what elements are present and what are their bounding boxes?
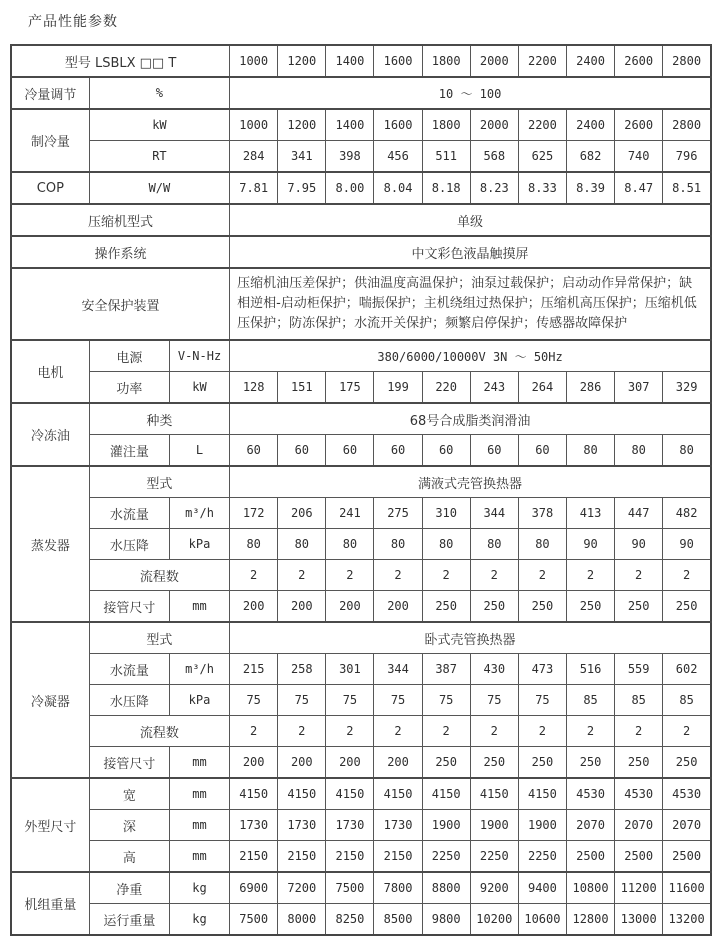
value-cell: 75 xyxy=(230,685,278,716)
value-cell: 413 xyxy=(566,498,614,529)
unit-cell: V-N-Hz xyxy=(169,340,229,372)
table-row xyxy=(11,716,711,747)
value-cell: 430 xyxy=(470,654,518,685)
value-cell: 8000 xyxy=(278,904,326,936)
value-cell: 250 xyxy=(615,747,663,779)
product-spec-table xyxy=(10,44,712,936)
value-cell: 13000 xyxy=(615,904,663,936)
row-label-cell: 外型尺寸 xyxy=(11,778,89,872)
value-cell: 60 xyxy=(518,435,566,467)
value-cell: 75 xyxy=(422,685,470,716)
value-cell: 250 xyxy=(470,591,518,623)
unit-cell: mm xyxy=(169,747,229,779)
value-cell: 1730 xyxy=(230,810,278,841)
value-cell: 1800 xyxy=(422,45,470,77)
value-cell: 380/6000/10000V 3N ～ 50Hz xyxy=(230,340,711,372)
value-cell: 516 xyxy=(566,654,614,685)
value-cell: 1730 xyxy=(278,810,326,841)
value-cell: 1400 xyxy=(326,109,374,141)
value-cell: 4530 xyxy=(663,778,711,810)
value-cell: 2150 xyxy=(278,841,326,873)
value-cell: 2600 xyxy=(615,45,663,77)
value-cell: 4150 xyxy=(518,778,566,810)
value-cell: 200 xyxy=(326,747,374,779)
value-cell: 8.04 xyxy=(374,172,422,204)
value-cell: 11200 xyxy=(615,872,663,904)
value-cell: 250 xyxy=(518,747,566,779)
value-cell: 482 xyxy=(663,498,711,529)
value-cell: 1900 xyxy=(470,810,518,841)
row-label-cell: 宽 xyxy=(89,778,169,810)
value-cell: 7.81 xyxy=(230,172,278,204)
value-cell: 7800 xyxy=(374,872,422,904)
value-cell: 4150 xyxy=(374,778,422,810)
value-cell: 2 xyxy=(566,560,614,591)
value-cell: 175 xyxy=(326,372,374,404)
value-cell: 80 xyxy=(518,529,566,560)
value-cell: 264 xyxy=(518,372,566,404)
value-cell: 275 xyxy=(374,498,422,529)
unit-cell: kPa xyxy=(169,685,229,716)
row-label-cell: COP xyxy=(11,172,89,204)
value-cell: 456 xyxy=(374,141,422,173)
value-cell: 215 xyxy=(230,654,278,685)
value-cell: 1800 xyxy=(422,109,470,141)
value-cell: 4150 xyxy=(230,778,278,810)
value-cell: 8.18 xyxy=(422,172,470,204)
value-cell: 2070 xyxy=(615,810,663,841)
value-cell: 8.51 xyxy=(663,172,711,204)
value-cell: 200 xyxy=(230,747,278,779)
value-cell: 250 xyxy=(615,591,663,623)
value-cell: 2 xyxy=(422,716,470,747)
value-cell: 6900 xyxy=(230,872,278,904)
table-row xyxy=(11,204,711,236)
value-cell: 2500 xyxy=(566,841,614,873)
value-cell: 568 xyxy=(470,141,518,173)
value-cell: 85 xyxy=(663,685,711,716)
value-cell: 1730 xyxy=(326,810,374,841)
unit-cell: mm xyxy=(169,778,229,810)
value-cell: 511 xyxy=(422,141,470,173)
row-label-cell: 冷量调节 xyxy=(11,77,89,109)
value-cell: 2 xyxy=(518,560,566,591)
table-row xyxy=(11,778,711,810)
value-cell: 75 xyxy=(470,685,518,716)
table-row xyxy=(11,841,711,873)
row-label-cell: 流程数 xyxy=(89,716,229,747)
protection-text-cell: 压缩机油压差保护；供油温度高温保护；油泵过载保护；启动动作异常保护；缺相逆相-启动柜保护；喘振保护；主机绕组过热保护；压缩机高压保护；压缩机低压保护；防冻保护；水流开关保护；频繁启停保护；传感器故障保护 xyxy=(230,268,711,340)
value-cell: 60 xyxy=(278,435,326,467)
value-cell: 1900 xyxy=(518,810,566,841)
row-label-cell: 操作系统 xyxy=(11,236,230,268)
value-cell: 1600 xyxy=(374,45,422,77)
value-cell: 602 xyxy=(663,654,711,685)
value-cell: 2070 xyxy=(663,810,711,841)
spec-table-body xyxy=(11,45,711,935)
unit-cell: m³/h xyxy=(169,654,229,685)
value-cell: 10600 xyxy=(518,904,566,936)
value-cell: 250 xyxy=(422,591,470,623)
value-cell: 9800 xyxy=(422,904,470,936)
value-cell: 2500 xyxy=(663,841,711,873)
page-title: 产品性能参数 xyxy=(28,14,118,30)
value-cell: 2150 xyxy=(230,841,278,873)
unit-cell: m³/h xyxy=(169,498,229,529)
table-row xyxy=(11,747,711,779)
value-cell: 75 xyxy=(278,685,326,716)
value-cell: 80 xyxy=(326,529,374,560)
value-cell: 7200 xyxy=(278,872,326,904)
value-cell: 10800 xyxy=(566,872,614,904)
table-row xyxy=(11,904,711,936)
value-cell: 4150 xyxy=(326,778,374,810)
row-label-cell: 机组重量 xyxy=(11,872,89,935)
value-cell: 4150 xyxy=(422,778,470,810)
value-cell: 75 xyxy=(518,685,566,716)
unit-cell: L xyxy=(169,435,229,467)
value-cell: 2 xyxy=(663,716,711,747)
value-cell: 60 xyxy=(422,435,470,467)
table-row xyxy=(11,372,711,404)
value-cell: 2 xyxy=(615,716,663,747)
table-row xyxy=(11,685,711,716)
merged-value-cell: 单级 xyxy=(230,204,711,236)
value-cell: 200 xyxy=(278,591,326,623)
value-cell: 90 xyxy=(566,529,614,560)
value-cell: 2 xyxy=(518,716,566,747)
value-cell: 206 xyxy=(278,498,326,529)
value-cell: 9200 xyxy=(470,872,518,904)
value-cell: 75 xyxy=(374,685,422,716)
table-row xyxy=(11,268,711,340)
row-label-cell: 安全保护装置 xyxy=(11,268,230,340)
value-cell: 10200 xyxy=(470,904,518,936)
row-label-cell: 高 xyxy=(89,841,169,873)
row-label-cell: 净重 xyxy=(89,872,169,904)
value-cell: 241 xyxy=(326,498,374,529)
value-cell: 2500 xyxy=(615,841,663,873)
value-cell: 7500 xyxy=(230,904,278,936)
row-label-cell: 冷凝器 xyxy=(11,622,89,778)
value-cell: 75 xyxy=(326,685,374,716)
value-cell: 250 xyxy=(518,591,566,623)
unit-cell: W/W xyxy=(89,172,229,204)
row-label-cell: 流程数 xyxy=(89,560,229,591)
value-cell: 2 xyxy=(470,716,518,747)
row-label-cell: 水流量 xyxy=(89,654,169,685)
value-cell: 1200 xyxy=(278,45,326,77)
value-cell: 4150 xyxy=(470,778,518,810)
value-cell: 2150 xyxy=(374,841,422,873)
row-label-cell: 电源 xyxy=(89,340,169,372)
merged-value-cell: 中文彩色液晶触摸屏 xyxy=(230,236,711,268)
value-cell: 200 xyxy=(374,747,422,779)
value-cell: 2 xyxy=(422,560,470,591)
value-cell: 2 xyxy=(470,560,518,591)
value-cell: 258 xyxy=(278,654,326,685)
value-cell: 2000 xyxy=(470,45,518,77)
table-row xyxy=(11,654,711,685)
table-row xyxy=(11,236,711,268)
value-cell: 1000 xyxy=(230,45,278,77)
value-cell: 7.95 xyxy=(278,172,326,204)
row-label-cell: 冷冻油 xyxy=(11,403,89,466)
value-cell: 2250 xyxy=(470,841,518,873)
row-label-cell: 水压降 xyxy=(89,685,169,716)
value-cell: 473 xyxy=(518,654,566,685)
value-cell: 2 xyxy=(663,560,711,591)
value-cell: 13200 xyxy=(663,904,711,936)
value-cell: 625 xyxy=(518,141,566,173)
table-row xyxy=(11,45,711,77)
value-cell: 199 xyxy=(374,372,422,404)
value-cell: 4530 xyxy=(566,778,614,810)
row-label-cell: 蒸发器 xyxy=(11,466,89,622)
table-row xyxy=(11,141,711,173)
value-cell: 2 xyxy=(230,560,278,591)
value-cell: 2800 xyxy=(663,45,711,77)
row-label-cell: 接管尺寸 xyxy=(89,591,169,623)
value-cell: 172 xyxy=(230,498,278,529)
table-row xyxy=(11,403,711,435)
row-label-cell: 运行重量 xyxy=(89,904,169,936)
row-label-cell: 灌注量 xyxy=(89,435,169,467)
value-cell: 2400 xyxy=(566,45,614,77)
value-cell: 8.00 xyxy=(326,172,374,204)
value-cell: 2 xyxy=(374,716,422,747)
unit-cell: kg xyxy=(169,872,229,904)
value-cell: 2 xyxy=(326,560,374,591)
value-cell: 250 xyxy=(422,747,470,779)
merged-value-cell: 卧式壳管换热器 xyxy=(230,622,711,654)
row-label-cell: 接管尺寸 xyxy=(89,747,169,779)
table-row xyxy=(11,560,711,591)
value-cell: 2070 xyxy=(566,810,614,841)
value-cell: 1600 xyxy=(374,109,422,141)
value-cell: 2 xyxy=(278,716,326,747)
value-cell: 90 xyxy=(663,529,711,560)
value-cell: 4530 xyxy=(615,778,663,810)
value-cell: 2 xyxy=(374,560,422,591)
row-label-cell: 种类 xyxy=(89,403,229,435)
unit-cell: mm xyxy=(169,841,229,873)
value-cell: 1900 xyxy=(422,810,470,841)
value-cell: 11600 xyxy=(663,872,711,904)
value-cell: 2600 xyxy=(615,109,663,141)
value-cell: 2 xyxy=(615,560,663,591)
value-cell: 243 xyxy=(470,372,518,404)
value-cell: 2 xyxy=(566,716,614,747)
table-row xyxy=(11,435,711,467)
value-cell: 2200 xyxy=(518,109,566,141)
table-row xyxy=(11,172,711,204)
value-cell: 447 xyxy=(615,498,663,529)
row-label-cell: 型式 xyxy=(89,622,229,654)
value-cell: 200 xyxy=(326,591,374,623)
table-row xyxy=(11,622,711,654)
value-cell: 250 xyxy=(566,591,614,623)
table-row xyxy=(11,591,711,623)
value-cell: 2000 xyxy=(470,109,518,141)
value-cell: 8.39 xyxy=(566,172,614,204)
value-cell: 80 xyxy=(470,529,518,560)
row-label-cell: 水流量 xyxy=(89,498,169,529)
value-cell: 1400 xyxy=(326,45,374,77)
value-cell: 250 xyxy=(663,591,711,623)
unit-cell: kg xyxy=(169,904,229,936)
value-cell: 301 xyxy=(326,654,374,685)
value-cell: 1200 xyxy=(278,109,326,141)
unit-cell: mm xyxy=(169,810,229,841)
value-cell: 7500 xyxy=(326,872,374,904)
value-cell: 8.33 xyxy=(518,172,566,204)
value-cell: 80 xyxy=(278,529,326,560)
value-cell: 2 xyxy=(278,560,326,591)
value-cell: 85 xyxy=(566,685,614,716)
unit-cell: mm xyxy=(169,591,229,623)
value-cell: 200 xyxy=(230,591,278,623)
row-label-cell: 压缩机型式 xyxy=(11,204,230,236)
value-cell: 10 ～ 100 xyxy=(230,77,711,109)
row-label-cell: 深 xyxy=(89,810,169,841)
merged-value-cell: 68号合成脂类润滑油 xyxy=(230,403,711,435)
value-cell: 1730 xyxy=(374,810,422,841)
table-row xyxy=(11,77,711,109)
value-cell: 8500 xyxy=(374,904,422,936)
value-cell: 682 xyxy=(566,141,614,173)
value-cell: 398 xyxy=(326,141,374,173)
unit-cell: kW xyxy=(169,372,229,404)
value-cell: 60 xyxy=(230,435,278,467)
value-cell: 90 xyxy=(615,529,663,560)
value-cell: 344 xyxy=(470,498,518,529)
value-cell: 307 xyxy=(615,372,663,404)
value-cell: 250 xyxy=(663,747,711,779)
value-cell: 80 xyxy=(663,435,711,467)
value-cell: 80 xyxy=(615,435,663,467)
value-cell: 80 xyxy=(422,529,470,560)
table-row xyxy=(11,872,711,904)
value-cell: 387 xyxy=(422,654,470,685)
value-cell: 60 xyxy=(374,435,422,467)
unit-cell: % xyxy=(89,77,229,109)
value-cell: 128 xyxy=(230,372,278,404)
value-cell: 2200 xyxy=(518,45,566,77)
value-cell: 9400 xyxy=(518,872,566,904)
value-cell: 2250 xyxy=(422,841,470,873)
value-cell: 60 xyxy=(326,435,374,467)
value-cell: 85 xyxy=(615,685,663,716)
value-cell: 2 xyxy=(326,716,374,747)
table-row xyxy=(11,466,711,498)
value-cell: 60 xyxy=(470,435,518,467)
table-row xyxy=(11,498,711,529)
value-cell: 284 xyxy=(230,141,278,173)
value-cell: 151 xyxy=(278,372,326,404)
value-cell: 2 xyxy=(230,716,278,747)
value-cell: 12800 xyxy=(566,904,614,936)
value-cell: 8250 xyxy=(326,904,374,936)
value-cell: 8.23 xyxy=(470,172,518,204)
value-cell: 740 xyxy=(615,141,663,173)
value-cell: 286 xyxy=(566,372,614,404)
value-cell: 80 xyxy=(374,529,422,560)
value-cell: 8.47 xyxy=(615,172,663,204)
value-cell: 2250 xyxy=(518,841,566,873)
unit-cell: RT xyxy=(89,141,229,173)
value-cell: 1000 xyxy=(230,109,278,141)
table-row xyxy=(11,529,711,560)
value-cell: 8800 xyxy=(422,872,470,904)
value-cell: 200 xyxy=(278,747,326,779)
value-cell: 250 xyxy=(566,747,614,779)
row-label-cell: 型式 xyxy=(89,466,229,498)
value-cell: 2800 xyxy=(663,109,711,141)
value-cell: 80 xyxy=(566,435,614,467)
table-row xyxy=(11,810,711,841)
row-label-cell: 水压降 xyxy=(89,529,169,560)
table-row xyxy=(11,340,711,372)
value-cell: 329 xyxy=(663,372,711,404)
value-cell: 310 xyxy=(422,498,470,529)
value-cell: 344 xyxy=(374,654,422,685)
merged-value-cell: 满液式壳管换热器 xyxy=(230,466,711,498)
value-cell: 200 xyxy=(374,591,422,623)
value-cell: 378 xyxy=(518,498,566,529)
value-cell: 559 xyxy=(615,654,663,685)
value-cell: 341 xyxy=(278,141,326,173)
value-cell: 4150 xyxy=(278,778,326,810)
value-cell: 220 xyxy=(422,372,470,404)
row-label-cell: 功率 xyxy=(89,372,169,404)
value-cell: 80 xyxy=(230,529,278,560)
row-label-cell: 电机 xyxy=(11,340,89,403)
unit-cell: kW xyxy=(89,109,229,141)
value-cell: 796 xyxy=(663,141,711,173)
value-cell: 2400 xyxy=(566,109,614,141)
table-row xyxy=(11,109,711,141)
row-label-cell: 型号 LSBLX □□ T xyxy=(11,45,230,77)
value-cell: 2150 xyxy=(326,841,374,873)
unit-cell: kPa xyxy=(169,529,229,560)
row-label-cell: 制冷量 xyxy=(11,109,89,172)
value-cell: 250 xyxy=(470,747,518,779)
